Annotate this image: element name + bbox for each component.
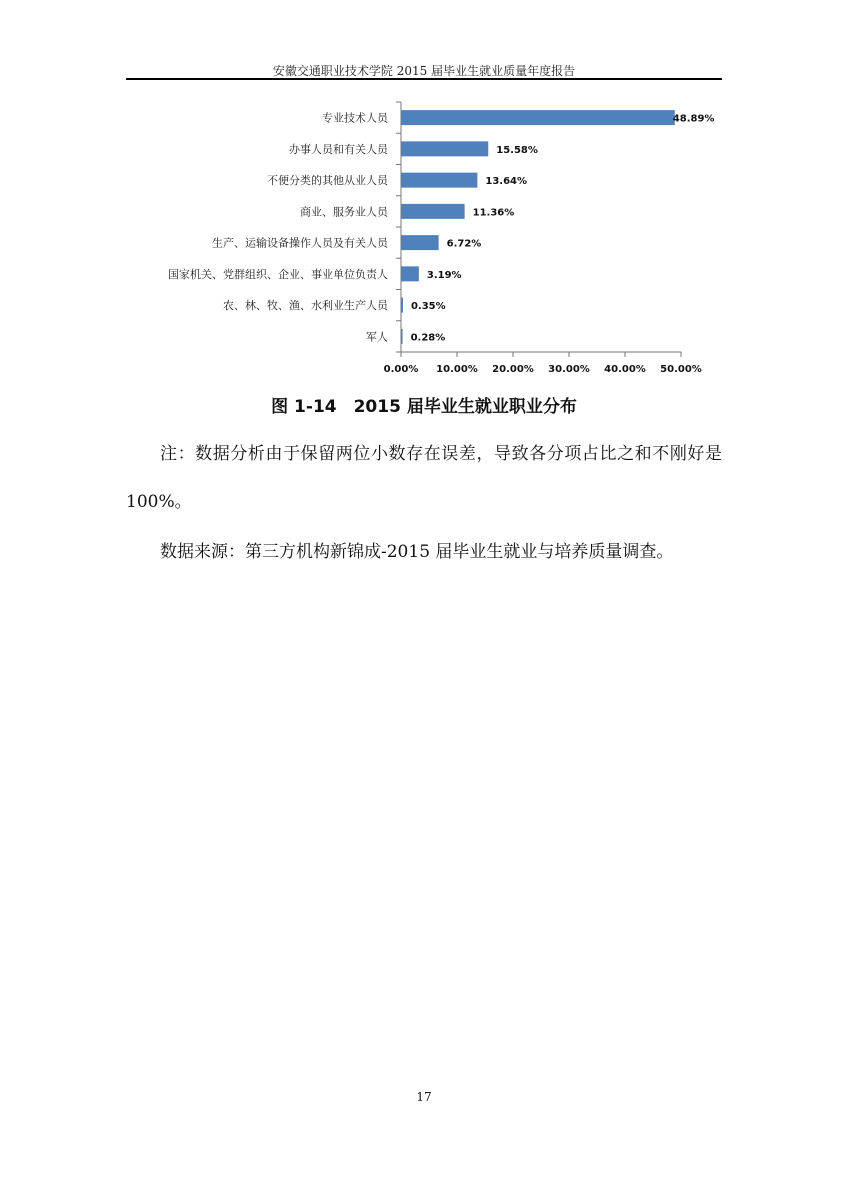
page-header-title: 安徽交通职业技术学院 2015 届毕业生就业质量年度报告 [272, 64, 576, 78]
bar [401, 266, 419, 281]
value-label: 0.35% [410, 301, 446, 313]
value-label: 3.19% [426, 269, 462, 281]
x-tick-label: 40.00% [604, 364, 646, 375]
category-label: 农、林、牧、渔、水利业生产人员 [223, 299, 388, 313]
bar [401, 173, 477, 188]
category-label: 生产、运输设备操作人员及有关人员 [212, 236, 388, 250]
x-tick-label: 50.00% [660, 364, 702, 375]
bar [401, 141, 488, 156]
figure-caption: 图 1-14 2015 届毕业生就业职业分布 [271, 397, 577, 417]
x-tick-label: 0.00% [383, 364, 419, 375]
value-label: 0.28% [410, 332, 446, 344]
bar [401, 235, 439, 250]
category-label: 商业、服务业人员 [300, 205, 388, 219]
category-label: 军人 [366, 330, 388, 344]
x-tick-label: 30.00% [548, 364, 590, 375]
bar [401, 110, 675, 125]
page-number: 17 [416, 1090, 432, 1104]
value-label: 48.89% [672, 113, 715, 125]
category-label: 国家机关、党群组织、企业、事业单位负责人 [168, 267, 388, 281]
value-label: 11.36% [472, 207, 515, 219]
x-tick-label: 10.00% [436, 364, 478, 375]
value-label: 6.72% [446, 238, 482, 250]
value-label: 13.64% [485, 176, 528, 188]
value-label: 15.58% [496, 144, 538, 156]
category-label: 办事人员和有关人员 [289, 142, 388, 156]
category-label: 专业技术人员 [322, 111, 388, 125]
bar [401, 204, 465, 219]
x-tick-label: 20.00% [492, 364, 534, 375]
category-label: 不便分类的其他从业人员 [267, 174, 388, 188]
occupation-bar-chart [0, 0, 848, 390]
note-paragraph: 注：数据分析由于保留两位小数存在误差，导致各分项占比之和不刚好是 100%。 [126, 444, 722, 512]
source-paragraph: 数据来源：第三方机构新锦成-2015 届毕业生就业与培养质量调查。 [160, 542, 674, 562]
